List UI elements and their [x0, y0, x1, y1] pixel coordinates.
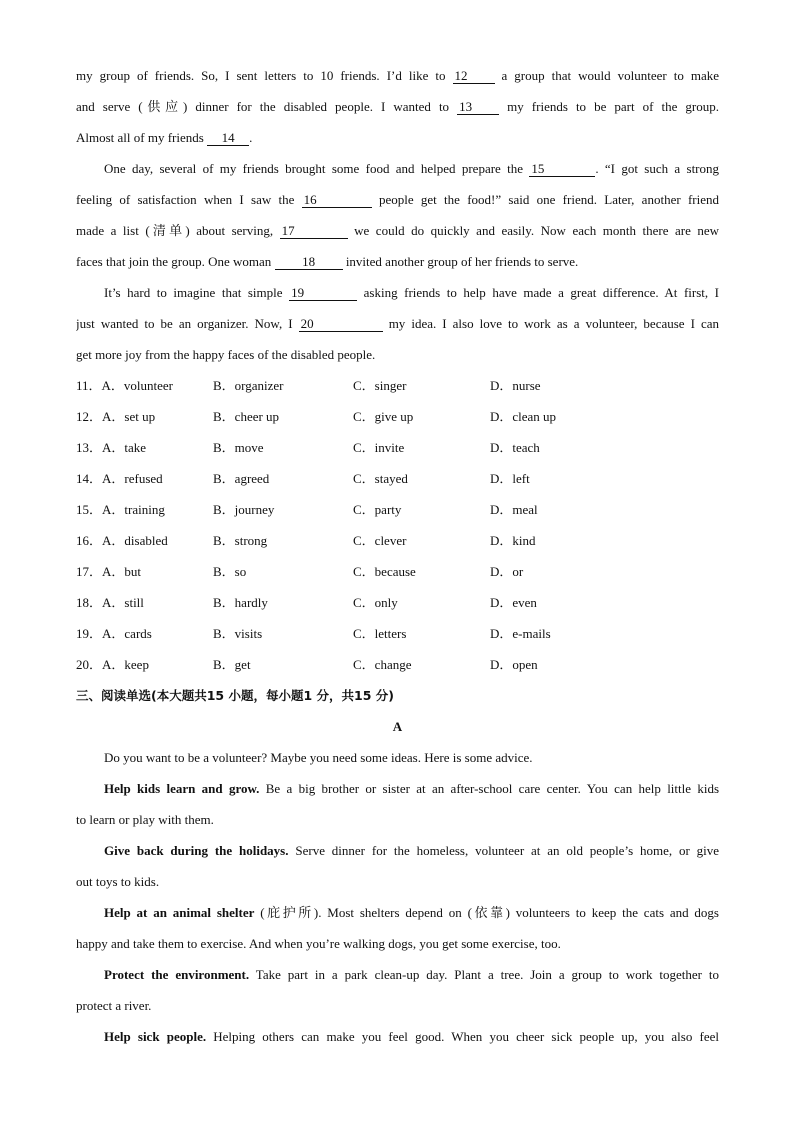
text-segment: just wanted to be an organizer. Now, I [76, 316, 293, 331]
text-segment: . [249, 130, 253, 145]
text-segment: my idea. I also love to work as a volunteer, because I can [388, 316, 719, 331]
question-14 [76, 463, 719, 494]
blank-18[interactable]: 18 [275, 255, 343, 270]
option-a[interactable]: A．cards [102, 626, 152, 641]
option-b[interactable]: B．get [213, 657, 251, 672]
reading-intro: Do you want to be a volunteer? Maybe you need some ideas. Here is some advice. [104, 750, 533, 765]
text-segment: (庇护所). Most shelters depend on (依靠) volunteers to keep the cats and dogs [260, 905, 719, 920]
text-segment: Helping others can make you feel good. When you cheer sick people up, you also feel [213, 1029, 719, 1044]
option-a[interactable]: A．but [102, 564, 142, 579]
option-a[interactable]: A．refused [102, 471, 163, 486]
blank-13[interactable]: 13 [457, 100, 499, 115]
text-segment: Almost all of my friends [76, 130, 204, 145]
text-segment: my friends to be part of the group. [507, 99, 719, 114]
option-d[interactable]: D．left [490, 471, 530, 486]
question-20 [76, 649, 719, 680]
text-segment: Serve dinner for the homeless, volunteer at an old people’s home, or give [295, 843, 719, 858]
option-b[interactable]: B．cheer up [213, 409, 280, 424]
option-c[interactable]: C．change [353, 657, 412, 672]
option-d[interactable]: D．e-mails [490, 626, 551, 641]
advice-line [76, 1021, 719, 1052]
advice-title: Help at an animal shelter [104, 905, 255, 920]
option-d[interactable]: D．open [490, 657, 538, 672]
text-segment: . “I got such a strong [595, 161, 719, 176]
option-d[interactable]: D．clean up [490, 409, 557, 424]
advice-line [76, 959, 719, 990]
question-16 [76, 525, 719, 556]
blank-19[interactable]: 19 [289, 286, 357, 301]
option-d[interactable]: D．even [490, 595, 537, 610]
advice-line [76, 835, 719, 866]
option-d[interactable]: D．or [490, 564, 524, 579]
passage-line [76, 153, 719, 184]
option-b[interactable]: B．so [213, 564, 247, 579]
passage-line [76, 215, 719, 246]
question-18 [76, 587, 719, 618]
question-number: 11． [76, 378, 102, 393]
passage-line [76, 60, 719, 91]
text-segment: get more joy from the happy faces of the disabled people. [76, 347, 376, 362]
option-c[interactable]: C．party [353, 502, 402, 517]
text-segment: asking friends to help have made a great difference. At first, I [363, 285, 719, 300]
option-a[interactable]: A．still [102, 595, 144, 610]
text-segment: we could do quickly and easily. Now each month there are new [354, 223, 719, 238]
advice-title: Help kids learn and grow. [104, 781, 260, 796]
blank-16[interactable]: 16 [302, 193, 372, 208]
option-b[interactable]: B．strong [213, 533, 268, 548]
advice-title: Give back during the holidays. [104, 843, 289, 858]
text-segment: It’s hard to imagine that simple [104, 285, 283, 300]
option-d[interactable]: D．nurse [490, 378, 541, 393]
option-d[interactable]: D．kind [490, 533, 536, 548]
passage-line [76, 308, 719, 339]
page-content [76, 60, 719, 1052]
option-a[interactable]: A．training [102, 502, 165, 517]
advice-line: protect a river. [76, 998, 152, 1013]
option-c[interactable]: C．invite [353, 440, 405, 455]
question-number: 12． [76, 409, 103, 424]
option-a[interactable]: A．volunteer [101, 378, 174, 393]
option-d[interactable]: D．teach [490, 440, 540, 455]
question-number: 18． [76, 595, 103, 610]
blank-15[interactable]: 15 [529, 162, 595, 177]
passage-line [76, 246, 719, 277]
advice-line [76, 897, 719, 928]
option-a[interactable]: A．keep [102, 657, 149, 672]
question-13 [76, 432, 719, 463]
text-segment: made a list (清单) about serving, [76, 223, 274, 238]
advice-line [76, 773, 719, 804]
text-segment: people get the food!” said one friend. Later, another friend [378, 192, 719, 207]
option-c[interactable]: C．singer [353, 378, 407, 393]
section-heading: 三、阅读单选(本大题共15 小题，每小题1 分，共15 分) [76, 688, 394, 703]
question-number: 13． [76, 440, 103, 455]
text-segment: faces that join the group. One woman [76, 254, 272, 269]
advice-line: out toys to kids. [76, 874, 160, 889]
passage-line [76, 277, 719, 308]
option-c[interactable]: C．clever [353, 533, 407, 548]
question-number: 20． [76, 657, 103, 672]
option-b[interactable]: B．hardly [213, 595, 268, 610]
advice-line: to learn or play with them. [76, 812, 214, 827]
option-a[interactable]: A．disabled [102, 533, 168, 548]
text-segment: Take part in a park clean-up day. Plant a tree. Join a group to work together to [255, 967, 719, 982]
text-segment: One day, several of my friends brought some food and helped prepare the [104, 161, 524, 176]
option-c[interactable]: C．letters [353, 626, 407, 641]
text-segment: invited another group of her friends to serve. [345, 254, 579, 269]
blank-17[interactable]: 17 [280, 224, 348, 239]
option-c[interactable]: C．give up [353, 409, 414, 424]
text-segment: a group that would volunteer to make [501, 68, 719, 83]
text-segment: my group of friends. So, I sent letters to 10 friends. I’d like to [76, 68, 446, 83]
option-a[interactable]: A．take [102, 440, 147, 455]
blank-20[interactable]: 20 [299, 317, 383, 332]
passage-line [76, 91, 719, 122]
question-15 [76, 494, 719, 525]
blank-12[interactable]: 12 [453, 69, 495, 84]
option-d[interactable]: D．meal [490, 502, 538, 517]
question-number: 19． [76, 626, 103, 641]
advice-line: happy and take them to exercise. And when you’re walking dogs, you get some exercise, too. [76, 936, 561, 951]
passage-line [76, 184, 719, 215]
question-17 [76, 556, 719, 587]
question-number: 17． [76, 564, 103, 579]
option-c[interactable]: C．because [353, 564, 416, 579]
question-number: 14． [76, 471, 103, 486]
option-a[interactable]: A．set up [102, 409, 156, 424]
option-b[interactable]: B．organizer [213, 378, 284, 393]
option-c[interactable]: C．stayed [353, 471, 408, 486]
text-segment: and serve (供应) dinner for the disabled people. I wanted to [76, 99, 450, 114]
advice-title: Help sick people. [104, 1029, 207, 1044]
option-c[interactable]: C．only [353, 595, 398, 610]
question-19 [76, 618, 719, 649]
option-b[interactable]: B．move [213, 440, 264, 455]
passage-line [76, 339, 719, 370]
passage-line [76, 122, 719, 153]
text-segment: feeling of satisfaction when I saw the [76, 192, 295, 207]
question-12 [76, 401, 719, 432]
question-number: 15． [76, 502, 103, 517]
passage-label: A [392, 719, 403, 734]
blank-14[interactable]: 14 [207, 131, 249, 146]
option-b[interactable]: B．journey [213, 502, 275, 517]
option-b[interactable]: B．visits [213, 626, 263, 641]
advice-title: Protect the environment. [104, 967, 250, 982]
question-number: 16． [76, 533, 103, 548]
question-11 [76, 370, 719, 401]
text-segment: Be a big brother or sister at an after-school care center. You can help little kids [265, 781, 719, 796]
option-b[interactable]: B．agreed [213, 471, 270, 486]
